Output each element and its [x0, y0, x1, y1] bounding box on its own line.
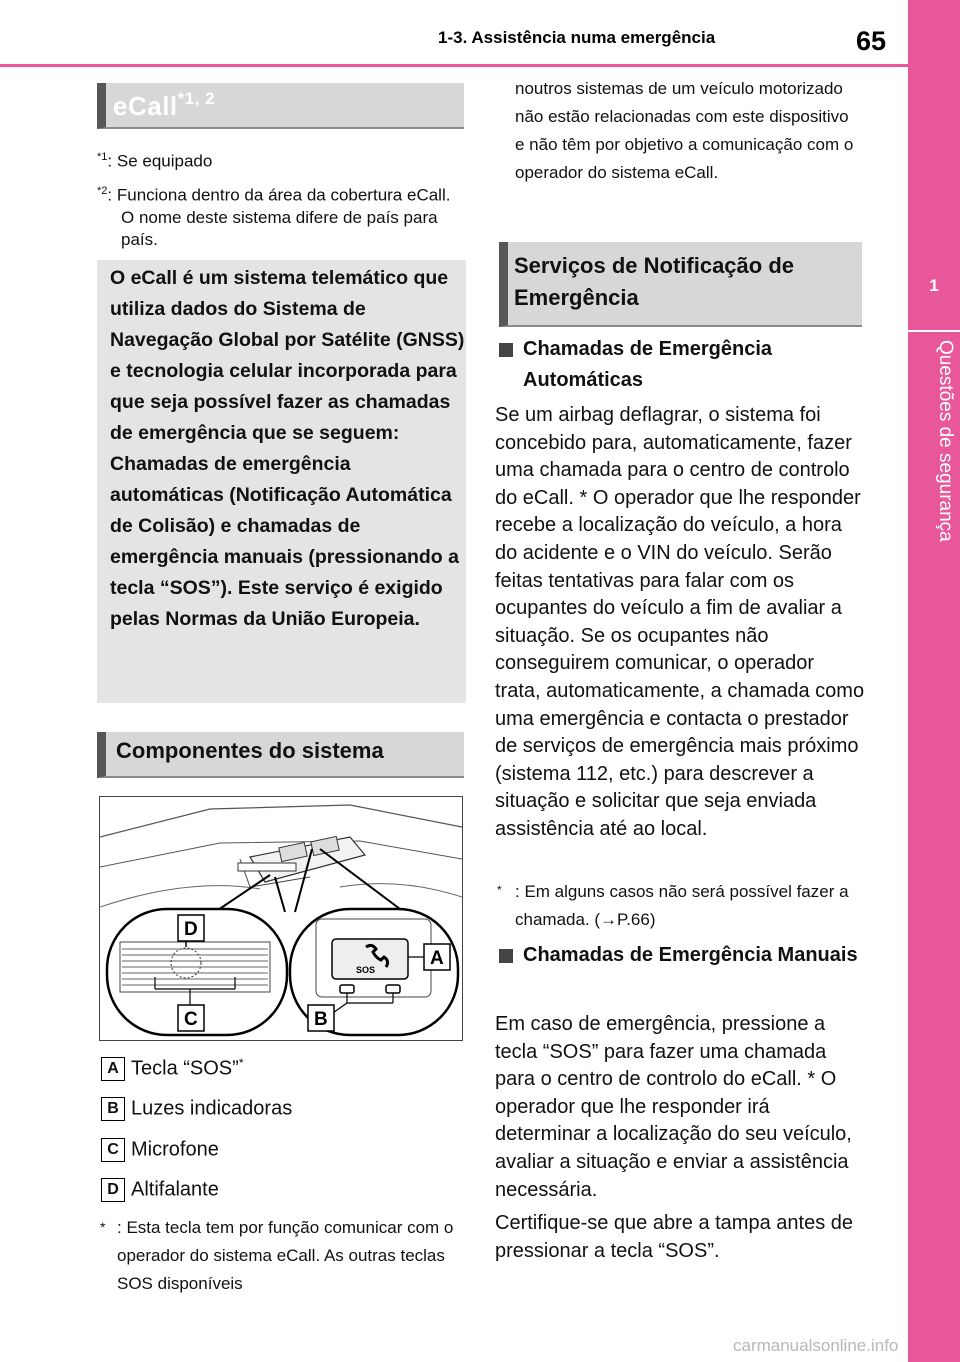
chapter-tab	[908, 0, 960, 1362]
legend-item-d	[101, 1178, 219, 1202]
legend-letter: D	[101, 1178, 125, 1202]
section-title: 1-3. Assistência numa emergência	[438, 28, 716, 47]
legend-footnote-mark: *	[100, 1220, 106, 1236]
footnote-continuation: noutros sistemas de um veículo motorizado não estão relacionadas com este dispositivo e não têm por objetivo a comunicação com o operador do sistema eCall.	[515, 79, 854, 182]
legend-letter: C	[101, 1138, 125, 1162]
diagram-illustration	[100, 797, 462, 1040]
footnote-1-text: : Se equipado	[107, 151, 213, 171]
chapter-number: 1	[929, 276, 939, 295]
manual-calls-heading-text: Chamadas de Emergência Manuais	[523, 944, 858, 966]
manual-calls-body: Em caso de emergência, pressione a tecla “SOS” para fazer uma chamada para o centro de controlo do eCall. * O operador que lhe responder irá determinar a localização do seu veículo, avaliar a situação e enviar a assistência necessária.	[495, 1013, 852, 1201]
svg-text:C: C	[184, 1009, 198, 1030]
legend-sup: *	[238, 1056, 244, 1070]
legend-text: Microfone	[131, 1138, 219, 1161]
watermark: carmanualsonline.info	[733, 1336, 899, 1355]
manual-calls-heading	[499, 940, 859, 971]
footnote-1-mark: *1	[97, 151, 108, 163]
bullet-square-icon	[499, 949, 513, 963]
auto-footnote-text: : Em alguns casos não será possível fazer a chamada. (→P.66)	[515, 882, 849, 929]
legend-letter: A	[101, 1057, 125, 1081]
svg-text:A: A	[430, 948, 444, 969]
components-heading: Componentes do sistema	[97, 732, 464, 778]
sos-key-label: SOS	[356, 965, 376, 975]
page-number: 65	[856, 26, 887, 56]
auto-calls-body: Se um airbag deflagrar, o sistema foi concebido para, automaticamente, fazer uma chamada para o centro de controlo do eCall. * O operador que lhe responder recebe a localização do veículo, a hora do acidente e o VIN do veículo. Serão feitas tentativas para falar com os ocupantes do veículo a fim de avaliar a situação. Se os ocupantes não conseguirem comunicar, o operador trata, automaticamente, a chamada como uma emergência e contacta o prestador de serviços de emergência mais próximo (sistema 112, etc.) para descrever a situação e solicitar que seja enviada assistência até ao local.	[495, 404, 865, 840]
ecall-title: eCall	[113, 91, 178, 121]
svg-text:B: B	[314, 1009, 328, 1030]
callout-a	[424, 944, 450, 970]
components-diagram	[99, 796, 463, 1041]
chapter-title: Questões de segurança	[935, 340, 956, 542]
legend-footnote	[97, 1214, 467, 1298]
callout-c	[178, 1005, 204, 1031]
footnote-2	[97, 180, 457, 251]
auto-calls-footnote	[495, 878, 865, 934]
callout-b	[308, 1005, 334, 1031]
legend-item-b	[101, 1097, 292, 1121]
legend-footnote-text: : Esta tecla tem por função comunicar com o operador do sistema eCall. As outras teclas SOS disponíveis	[117, 1218, 454, 1293]
footnote-2-mark: *2	[97, 185, 108, 197]
manual-calls-note: Certifique-se que abre a tampa antes de pressionar a tecla “SOS”.	[495, 1212, 853, 1262]
legend-item-a	[101, 1056, 243, 1081]
ecall-heading	[97, 83, 464, 129]
legend-letter: B	[101, 1097, 125, 1121]
auto-calls-heading-text: Chamadas de Emergência Automáticas	[523, 338, 772, 391]
bullet-square-icon	[499, 343, 513, 357]
auto-calls-heading	[499, 334, 859, 396]
intro-box: O eCall é um sistema telemático que utiliza dados do Sistema de Navegação Global por Satélite (GNSS) e tecnologia celular incorporada para que seja possível fazer as chamadas de emergência que se seguem: Chamadas de emergência automáticas (Notificação Automática de Colisão) e chamadas de emergência manuais (pressionando a tecla “SOS”). Este serviço é exigido pelas Normas da União Europeia.	[97, 260, 466, 703]
legend-text: Altifalante	[131, 1178, 219, 1201]
ecall-sup: *1, 2	[177, 89, 216, 108]
footnote-1	[97, 146, 212, 173]
services-heading: Serviços de Notificação de Emergência	[499, 242, 862, 327]
chapter-divider	[908, 330, 960, 332]
footnote-2-text: : Funciona dentro da área da cobertura eCall. O nome deste sistema difere de país para país.	[107, 185, 451, 249]
auto-footnote-mark: *	[497, 883, 502, 897]
legend-text: Luzes indicadoras	[131, 1097, 293, 1120]
legend-item-c	[101, 1138, 219, 1162]
legend-text: Tecla “SOS”	[131, 1057, 239, 1080]
callout-d	[178, 915, 204, 941]
svg-text:D: D	[184, 919, 198, 940]
header-rule	[0, 64, 908, 67]
